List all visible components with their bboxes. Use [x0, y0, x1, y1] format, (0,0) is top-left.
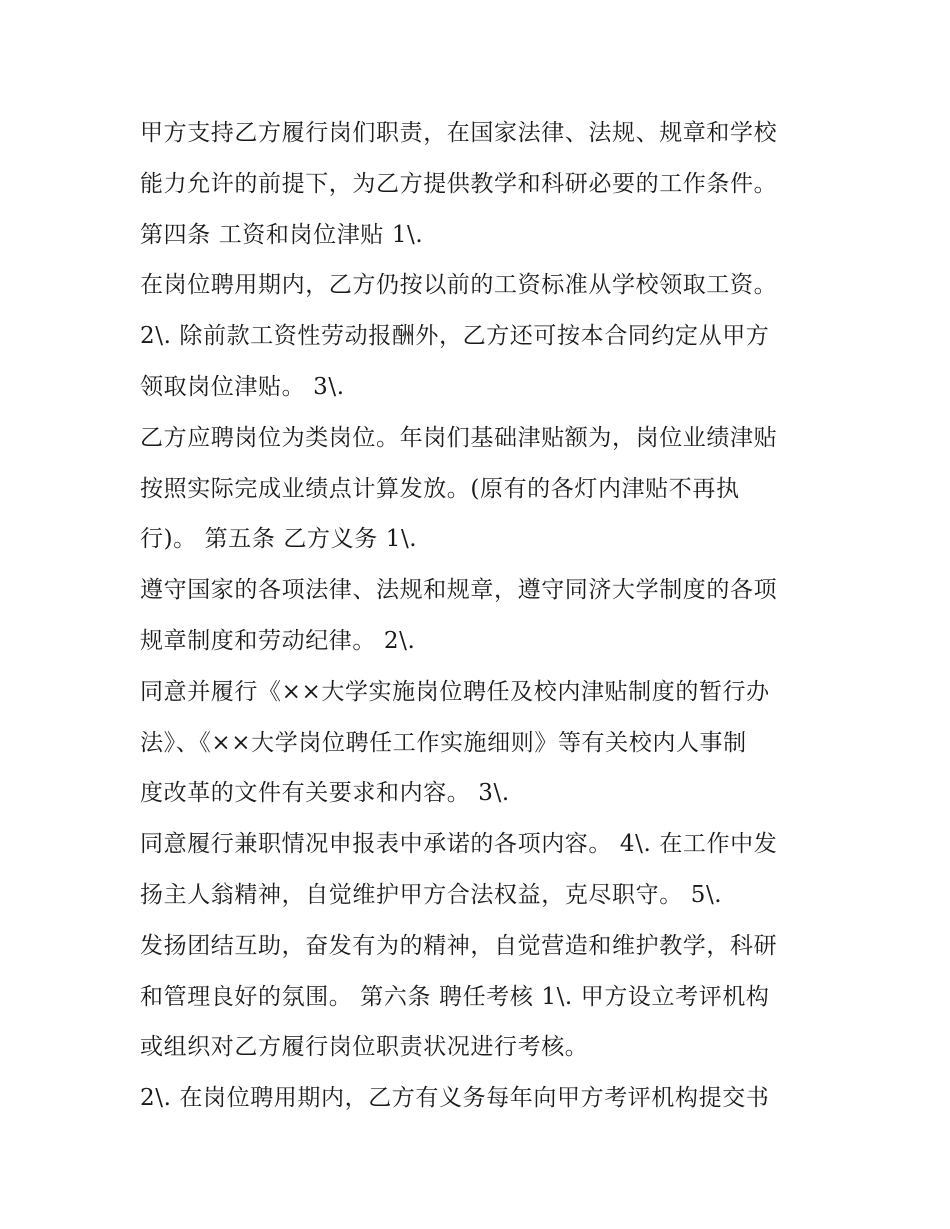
- text-line: 规章制度和劳动纪律。 2\.: [140, 627, 416, 654]
- text-line: 同意并履行《××大学实施岗位聘任及校内津贴制度的暂行办: [140, 678, 770, 705]
- text-line: 发扬团结互助，奋发有为的精神，自觉营造和维护教学，科研: [140, 932, 778, 959]
- text-line: 领取岗位津贴。 3\.: [140, 373, 345, 400]
- document-body: [140, 108, 840, 1124]
- text-line: 遵守国家的各项法律、法规和规章，遵守同济大学制度的各项: [140, 577, 778, 604]
- text-line: 甲方支持乙方履行岗们职责，在国家法律、法规、规章和学校: [140, 120, 778, 146]
- text-line: 按照实际完成业绩点计算发放。(原有的各灯内津贴不再执: [140, 475, 740, 502]
- text-line: 在岗位聘用期内，乙方仍按以前的工资标准从学校领取工资。: [140, 272, 778, 299]
- text-line: 2\. 除前款工资性劳动报酬外，乙方还可按本合同约定从甲方: [140, 323, 770, 350]
- text-line: 和管理良好的氛围。 第六条 聘任考核 1\. 甲方设立考评机构: [140, 983, 770, 1010]
- text-line: 能力允许的前提下，为乙方提供教学和科研必要的工作条件。: [140, 170, 778, 197]
- text-line: 第四条 工资和岗位津贴 1\.: [140, 221, 424, 248]
- text-line: 同意履行兼职情况申报表中承诺的各项内容。 4\. 在工作中发: [140, 831, 778, 858]
- text-line: 行)。 第五条 乙方义务 1\.: [140, 526, 418, 553]
- text-line: 度改革的文件有关要求和内容。 3\.: [140, 780, 510, 807]
- text-line: 法》、《××大学岗位聘任工作实施细则》等有关校内人事制: [140, 729, 747, 756]
- text-line: 乙方应聘岗位为类岗位。年岗们基础津贴额为，岗位业绩津贴: [140, 424, 778, 451]
- text-line: 扬主人翁精神，自觉维护甲方合法权益，克尽职守。 5\.: [140, 881, 723, 908]
- text-line: 或组织对乙方履行岗位职责状况进行考核。: [140, 1034, 589, 1061]
- text-line: 2\. 在岗位聘用期内，乙方有义务每年向甲方考评机构提交书: [140, 1085, 770, 1112]
